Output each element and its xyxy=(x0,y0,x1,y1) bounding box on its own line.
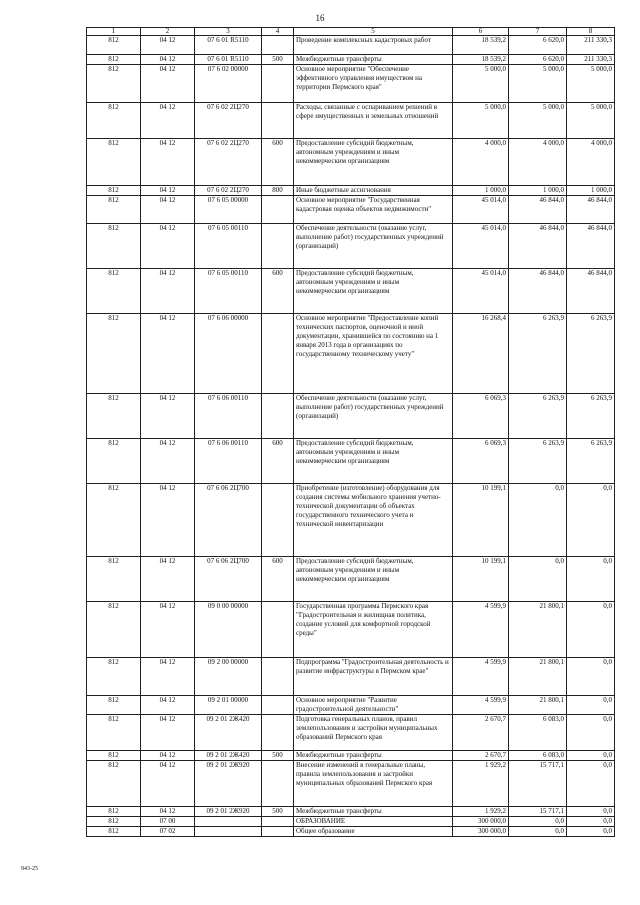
grbs-cell: 812 xyxy=(87,196,141,224)
amount-year1-cell: 6 069,3 xyxy=(453,394,509,439)
amount-year3-cell: 46 844,0 xyxy=(567,269,615,314)
amount-year3-cell: 6 263,9 xyxy=(567,314,615,394)
amount-year1-cell: 1 929,2 xyxy=(453,807,509,817)
description-cell: Внесение изменений в генеральные планы, правила землепользования и застройки муниципальных образований Пермского края xyxy=(294,761,453,807)
footer-code: 943-25 xyxy=(21,866,38,872)
description-cell: Предоставление субсидий бюджетным, автономным учреждениям и иным некоммерческим организациям xyxy=(294,269,453,314)
section-cell: 04 12 xyxy=(141,658,195,696)
grbs-cell: 812 xyxy=(87,807,141,817)
table-row xyxy=(87,696,615,715)
section-cell: 04 12 xyxy=(141,394,195,439)
target-article-cell xyxy=(195,817,262,827)
section-cell: 04 12 xyxy=(141,186,195,196)
expense-type-cell xyxy=(262,715,294,751)
grbs-cell: 812 xyxy=(87,103,141,139)
amount-year2-cell: 4 000,0 xyxy=(509,139,567,186)
description-cell: Предоставление субсидий бюджетным, автономным учреждениям и иным некоммерческим организациям xyxy=(294,139,453,186)
table-row xyxy=(87,751,615,761)
column-number: 1 xyxy=(87,28,141,36)
expense-type-cell xyxy=(262,696,294,715)
amount-year3-cell: 5 000,0 xyxy=(567,103,615,139)
expense-type-cell xyxy=(262,224,294,269)
amount-year3-cell: 0,0 xyxy=(567,557,615,602)
target-article-cell: 09 2 00 00000 xyxy=(195,658,262,696)
amount-year1-cell: 45 014,0 xyxy=(453,196,509,224)
grbs-cell: 812 xyxy=(87,55,141,65)
target-article-cell: 09 2 01 2Ж420 xyxy=(195,751,262,761)
amount-year2-cell: 0,0 xyxy=(509,827,567,837)
target-article-cell: 07 6 02 2Ц270 xyxy=(195,186,262,196)
amount-year2-cell: 21 800,1 xyxy=(509,658,567,696)
amount-year3-cell: 0,0 xyxy=(567,484,615,557)
description-cell: Иные бюджетные ассигнования xyxy=(294,186,453,196)
amount-year1-cell: 4 000,0 xyxy=(453,139,509,186)
amount-year1-cell: 2 670,7 xyxy=(453,751,509,761)
target-article-cell xyxy=(195,827,262,837)
amount-year1-cell: 300 000,0 xyxy=(453,827,509,837)
section-cell: 04 12 xyxy=(141,751,195,761)
amount-year2-cell: 6 620,0 xyxy=(509,55,567,65)
amount-year3-cell: 0,0 xyxy=(567,827,615,837)
budget-table xyxy=(86,27,615,837)
amount-year3-cell: 1 000,0 xyxy=(567,186,615,196)
description-cell: Предоставление субсидий бюджетным, автономным учреждениям и иным некоммерческим организациям xyxy=(294,439,453,484)
expense-type-cell: 800 xyxy=(262,186,294,196)
section-cell: 04 12 xyxy=(141,715,195,751)
description-cell: Приобретение (изготовление) оборудования для создания системы мобильного хранения учетно-технической документации об объектах государственного технического учета и технической инвентаризации xyxy=(294,484,453,557)
expense-type-cell xyxy=(262,103,294,139)
expense-type-cell xyxy=(262,314,294,394)
amount-year1-cell: 18 539,2 xyxy=(453,55,509,65)
grbs-cell: 812 xyxy=(87,36,141,55)
section-cell: 04 12 xyxy=(141,196,195,224)
target-article-cell: 09 2 01 2Ж920 xyxy=(195,807,262,817)
grbs-cell: 812 xyxy=(87,602,141,658)
expense-type-cell: 500 xyxy=(262,751,294,761)
description-cell: Государственная программа Пермского края "Градостроительная и жилищная политика, создание условий для комфортной городской среды" xyxy=(294,602,453,658)
column-number: 6 xyxy=(453,28,509,36)
grbs-cell: 812 xyxy=(87,817,141,827)
table-row xyxy=(87,65,615,103)
expense-type-cell: 600 xyxy=(262,439,294,484)
amount-year2-cell: 21 800,1 xyxy=(509,696,567,715)
amount-year3-cell: 5 000,0 xyxy=(567,65,615,103)
amount-year3-cell: 0,0 xyxy=(567,807,615,817)
amount-year2-cell: 0,0 xyxy=(509,557,567,602)
amount-year2-cell: 21 800,1 xyxy=(509,602,567,658)
target-article-cell: 07 6 06 00000 xyxy=(195,314,262,394)
expense-type-cell: 500 xyxy=(262,55,294,65)
table-row xyxy=(87,139,615,186)
amount-year3-cell: 0,0 xyxy=(567,751,615,761)
description-cell: Межбюджетные трансферты xyxy=(294,807,453,817)
target-article-cell: 07 6 02 00000 xyxy=(195,65,262,103)
target-article-cell: 07 6 01 R5110 xyxy=(195,36,262,55)
amount-year3-cell: 6 263,9 xyxy=(567,394,615,439)
section-cell: 04 12 xyxy=(141,602,195,658)
amount-year1-cell: 16 268,4 xyxy=(453,314,509,394)
expense-type-cell: 600 xyxy=(262,139,294,186)
amount-year1-cell: 300 000,0 xyxy=(453,817,509,827)
target-article-cell: 09 2 01 00000 xyxy=(195,696,262,715)
target-article-cell: 07 6 02 2Ц270 xyxy=(195,139,262,186)
section-cell: 04 12 xyxy=(141,314,195,394)
description-cell: Подготовка генеральных планов, правил землепользования и застройки муниципальных образований Пермского края xyxy=(294,715,453,751)
section-cell: 04 12 xyxy=(141,103,195,139)
amount-year2-cell: 6 083,0 xyxy=(509,751,567,761)
amount-year1-cell: 2 670,7 xyxy=(453,715,509,751)
amount-year1-cell: 10 199,1 xyxy=(453,557,509,602)
table-row xyxy=(87,55,615,65)
table-row xyxy=(87,394,615,439)
description-cell: Основное мероприятие "Государственная кадастровая оценка объектов недвижимости" xyxy=(294,196,453,224)
amount-year2-cell: 0,0 xyxy=(509,484,567,557)
table-row xyxy=(87,103,615,139)
grbs-cell: 812 xyxy=(87,224,141,269)
expense-type-cell: 600 xyxy=(262,269,294,314)
target-article-cell: 07 6 05 00110 xyxy=(195,224,262,269)
column-number: 5 xyxy=(294,28,453,36)
section-cell: 04 12 xyxy=(141,65,195,103)
expense-type-cell xyxy=(262,761,294,807)
grbs-cell: 812 xyxy=(87,658,141,696)
description-cell: ОБРАЗОВАНИЕ xyxy=(294,817,453,827)
target-article-cell: 09 0 00 00000 xyxy=(195,602,262,658)
description-cell: Подпрограмма "Градостроительная деятельность и развитие инфраструктуры в Пермском крае" xyxy=(294,658,453,696)
expense-type-cell xyxy=(262,484,294,557)
table-row xyxy=(87,439,615,484)
amount-year1-cell: 5 000,0 xyxy=(453,65,509,103)
amount-year1-cell: 5 000,0 xyxy=(453,103,509,139)
amount-year1-cell: 4 599,9 xyxy=(453,602,509,658)
column-number: 8 xyxy=(567,28,615,36)
description-cell: Основное мероприятие "Обеспечение эффективного управления имуществом на территории Пермского края" xyxy=(294,65,453,103)
target-article-cell: 07 6 06 00110 xyxy=(195,394,262,439)
amount-year3-cell: 0,0 xyxy=(567,715,615,751)
grbs-cell: 812 xyxy=(87,439,141,484)
amount-year3-cell: 211 330,3 xyxy=(567,55,615,65)
amount-year2-cell: 6 083,0 xyxy=(509,715,567,751)
target-article-cell: 07 6 06 2Ц700 xyxy=(195,557,262,602)
amount-year3-cell: 6 263,9 xyxy=(567,439,615,484)
amount-year3-cell: 0,0 xyxy=(567,817,615,827)
target-article-cell: 09 2 01 2Ж420 xyxy=(195,715,262,751)
description-cell: Межбюджетные трансферты xyxy=(294,751,453,761)
page-number: 16 xyxy=(315,13,325,23)
section-cell: 04 12 xyxy=(141,55,195,65)
description-cell: Общее образование xyxy=(294,827,453,837)
amount-year2-cell: 5 000,0 xyxy=(509,103,567,139)
amount-year1-cell: 18 539,2 xyxy=(453,36,509,55)
target-article-cell: 07 6 01 R5110 xyxy=(195,55,262,65)
grbs-cell: 812 xyxy=(87,269,141,314)
table-row xyxy=(87,196,615,224)
section-cell: 07 00 xyxy=(141,817,195,827)
target-article-cell: 07 6 02 2Ц270 xyxy=(195,103,262,139)
amount-year3-cell: 0,0 xyxy=(567,761,615,807)
amount-year1-cell: 4 599,9 xyxy=(453,696,509,715)
column-number: 4 xyxy=(262,28,294,36)
amount-year2-cell: 6 263,9 xyxy=(509,314,567,394)
section-cell: 04 12 xyxy=(141,557,195,602)
expense-type-cell xyxy=(262,658,294,696)
table-row xyxy=(87,827,615,837)
grbs-cell: 812 xyxy=(87,715,141,751)
amount-year2-cell: 46 844,0 xyxy=(509,269,567,314)
expense-type-cell xyxy=(262,65,294,103)
expense-type-cell: 500 xyxy=(262,807,294,817)
table-row xyxy=(87,269,615,314)
grbs-cell: 812 xyxy=(87,557,141,602)
section-cell: 04 12 xyxy=(141,484,195,557)
description-cell: Основное мероприятие "Развитие градостроительной деятельности" xyxy=(294,696,453,715)
section-cell: 04 12 xyxy=(141,269,195,314)
grbs-cell: 812 xyxy=(87,696,141,715)
description-cell: Межбюджетные трансферты xyxy=(294,55,453,65)
amount-year3-cell: 0,0 xyxy=(567,602,615,658)
section-cell: 07 02 xyxy=(141,827,195,837)
amount-year1-cell: 45 014,0 xyxy=(453,269,509,314)
section-cell: 04 12 xyxy=(141,36,195,55)
table-row xyxy=(87,186,615,196)
grbs-cell: 812 xyxy=(87,186,141,196)
amount-year2-cell: 15 717,1 xyxy=(509,761,567,807)
target-article-cell: 07 6 05 00000 xyxy=(195,196,262,224)
amount-year1-cell: 1 929,2 xyxy=(453,761,509,807)
description-cell: Обеспечение деятельности (оказание услуг, выполнение работ) государственных учреждений (организаций) xyxy=(294,224,453,269)
amount-year1-cell: 10 199,1 xyxy=(453,484,509,557)
section-cell: 04 12 xyxy=(141,224,195,269)
table-row xyxy=(87,224,615,269)
amount-year2-cell: 1 000,0 xyxy=(509,186,567,196)
amount-year2-cell: 46 844,0 xyxy=(509,196,567,224)
table-row xyxy=(87,314,615,394)
section-cell: 04 12 xyxy=(141,696,195,715)
amount-year1-cell: 45 014,0 xyxy=(453,224,509,269)
amount-year1-cell: 6 069,3 xyxy=(453,439,509,484)
grbs-cell: 812 xyxy=(87,827,141,837)
grbs-cell: 812 xyxy=(87,394,141,439)
amount-year1-cell: 4 599,9 xyxy=(453,658,509,696)
amount-year2-cell: 6 263,9 xyxy=(509,439,567,484)
expense-type-cell xyxy=(262,36,294,55)
amount-year3-cell: 0,0 xyxy=(567,658,615,696)
description-cell: Основное мероприятие "Предоставление копий технических паспортов, оценочной и иной документации, хранившейся по состоянию на 1 января 2013 года в организациях по государственному техническому учету" xyxy=(294,314,453,394)
grbs-cell: 812 xyxy=(87,751,141,761)
table-row xyxy=(87,761,615,807)
grbs-cell: 812 xyxy=(87,314,141,394)
column-number: 2 xyxy=(141,28,195,36)
amount-year3-cell: 0,0 xyxy=(567,696,615,715)
description-cell: Предоставление субсидий бюджетным, автономным учреждениям и иным некоммерческим организациям xyxy=(294,557,453,602)
column-number: 7 xyxy=(509,28,567,36)
column-number: 3 xyxy=(195,28,262,36)
amount-year2-cell: 6 620,0 xyxy=(509,36,567,55)
column-number-row xyxy=(87,28,615,36)
amount-year3-cell: 211 330,3 xyxy=(567,36,615,55)
grbs-cell: 812 xyxy=(87,65,141,103)
table-row xyxy=(87,817,615,827)
section-cell: 04 12 xyxy=(141,761,195,807)
table-row xyxy=(87,602,615,658)
section-cell: 04 12 xyxy=(141,807,195,817)
table-row xyxy=(87,484,615,557)
amount-year3-cell: 46 844,0 xyxy=(567,196,615,224)
target-article-cell: 07 6 06 2Ц700 xyxy=(195,484,262,557)
grbs-cell: 812 xyxy=(87,139,141,186)
grbs-cell: 812 xyxy=(87,484,141,557)
amount-year2-cell: 15 717,1 xyxy=(509,807,567,817)
table-row xyxy=(87,715,615,751)
expense-type-cell xyxy=(262,827,294,837)
expense-type-cell xyxy=(262,817,294,827)
description-cell: Обеспечение деятельности (оказание услуг, выполнение работ) государственных учреждений (организаций) xyxy=(294,394,453,439)
amount-year2-cell: 46 844,0 xyxy=(509,224,567,269)
amount-year2-cell: 0,0 xyxy=(509,817,567,827)
table-row xyxy=(87,36,615,55)
amount-year2-cell: 6 263,9 xyxy=(509,394,567,439)
description-cell: Проведение комплексных кадастровых работ xyxy=(294,36,453,55)
table-row xyxy=(87,807,615,817)
description-cell: Расходы, связанные с оспариванием решений в сфере имущественных и земельных отношений xyxy=(294,103,453,139)
expense-type-cell: 600 xyxy=(262,557,294,602)
expense-type-cell xyxy=(262,602,294,658)
grbs-cell: 812 xyxy=(87,761,141,807)
amount-year3-cell: 4 000,0 xyxy=(567,139,615,186)
expense-type-cell xyxy=(262,196,294,224)
target-article-cell: 07 6 06 00110 xyxy=(195,439,262,484)
amount-year1-cell: 1 000,0 xyxy=(453,186,509,196)
section-cell: 04 12 xyxy=(141,139,195,186)
section-cell: 04 12 xyxy=(141,439,195,484)
target-article-cell: 09 2 01 2Ж920 xyxy=(195,761,262,807)
table-row xyxy=(87,557,615,602)
table-row xyxy=(87,658,615,696)
expense-type-cell xyxy=(262,394,294,439)
target-article-cell: 07 6 05 00110 xyxy=(195,269,262,314)
amount-year2-cell: 5 000,0 xyxy=(509,65,567,103)
amount-year3-cell: 46 844,0 xyxy=(567,224,615,269)
